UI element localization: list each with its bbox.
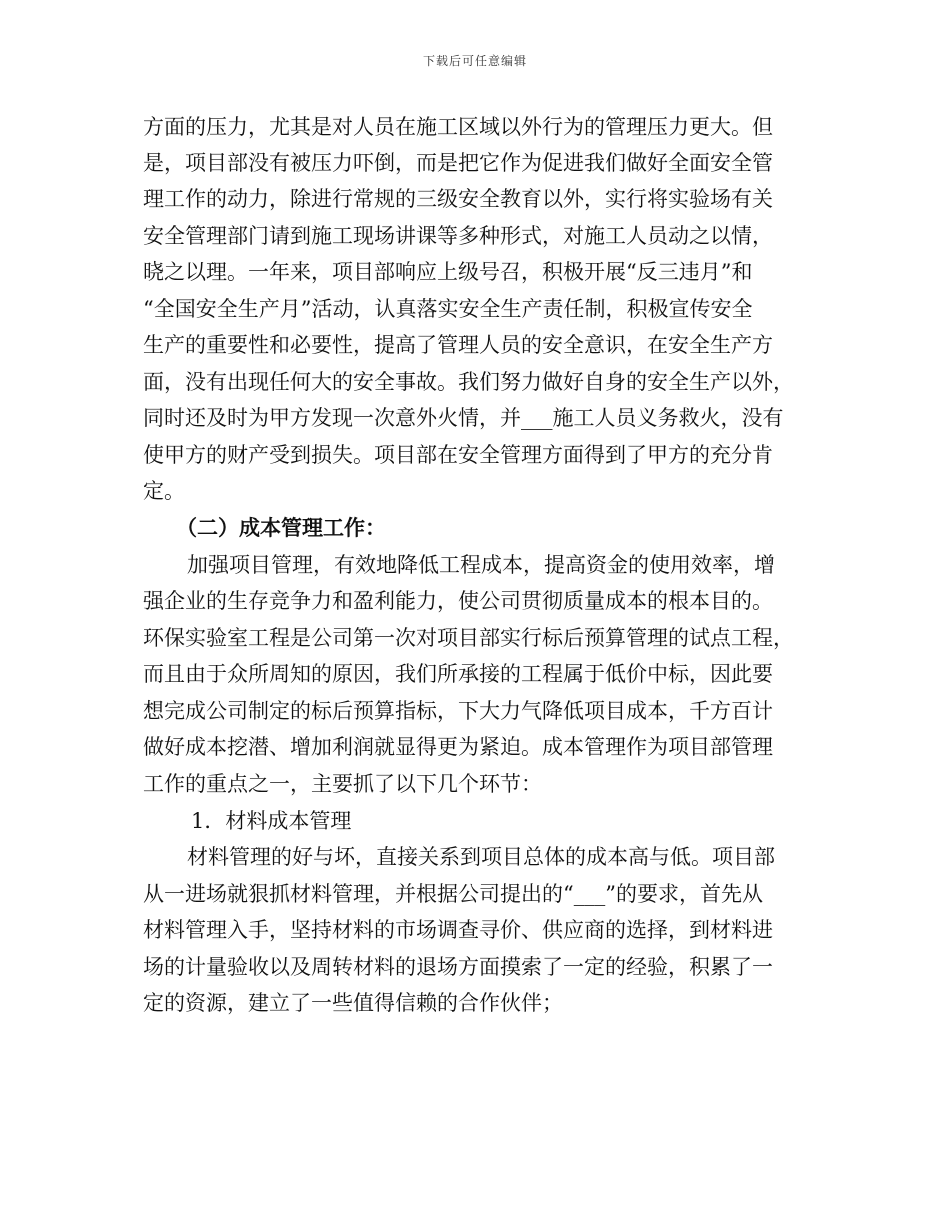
text-line-23: 材料管理入手，坚持材料的市场调查寻价、供应商的选择，到材料进 [143,918,773,942]
text-line-14: 强企业的生存竞争力和盈利能力，使公司贯彻质量成本的根本目的。 [143,589,773,613]
text-line-4: 安全管理部门请到施工现场讲课等多种形式，对施工人员动之以情， [143,224,773,248]
text-line-5: 晓之以理。一年来，项目部响应上级号召，积极开展“反三违月”和 [143,260,753,284]
text-line-7: 生产的重要性和必要性，提高了管理人员的安全意识，在安全生产方 [143,333,773,357]
text-line-21: 材料管理的好与坏，直接关系到项目总体的成本高与低。项目部 [187,845,775,869]
text-line-16: 而且由于众所周知的原因，我们所承接的工程属于低价中标，因此要 [143,662,773,686]
text-line-10: 使甲方的财产受到损失。项目部在安全管理方面得到了甲方的充分肯 [143,443,773,467]
text-line-25: 定的资源，建立了一些值得信赖的合作伙伴； [143,991,563,1015]
text-line-8: 面，没有出现任何大的安全事故。我们努力做好自身的安全生产以外， [143,370,794,394]
text-line-24: 场的计量验收以及周转材料的退场方面摸索了一定的经验，积累了一 [143,955,773,979]
section-heading-cost-management: （二）成本管理工作： [176,515,386,540]
text-line-11: 定。 [143,479,185,503]
text-line-17: 想完成公司制定的标后预算指标，下大力气降低项目成本，千方百计 [143,699,773,723]
text-line-2: 是，项目部没有被压力吓倒，而是把它作为促进我们做好全面安全管 [143,151,773,175]
text-line-22: 从一进场就狠抓材料管理，并根据公司提出的“___”的要求，首先从 [143,882,763,906]
page-header: 下载后可任意编辑 [422,54,527,68]
text-line-18: 做好成本挖潜、增加利润就显得更为紧迫。成本管理作为项目部管理 [143,735,773,759]
text-line-3: 理工作的动力，除进行常规的三级安全教育以外，实行将实验场有关 [143,187,773,211]
subsection-heading-material-cost: 1．材料成本管理 [191,809,352,833]
text-line-1: 方面的压力，尤其是对人员在施工区域以外行为的管理压力更大。但 [143,115,773,139]
text-line-9: 同时还及时为甲方发现一次意外火情，并___施工人员义务救火，没有 [143,406,784,430]
text-line-15: 环保实验室工程是公司第一次对项目部实行标后预算管理的试点工程， [143,626,794,650]
text-line-6: “全国安全生产月”活动，认真落实安全生产责任制，积极宣传安全 [143,297,753,321]
text-line-13: 加强项目管理，有效地降低工程成本，提高资金的使用效率，增 [187,553,775,577]
text-line-19: 工作的重点之一，主要抓了以下几个环节： [143,772,542,796]
